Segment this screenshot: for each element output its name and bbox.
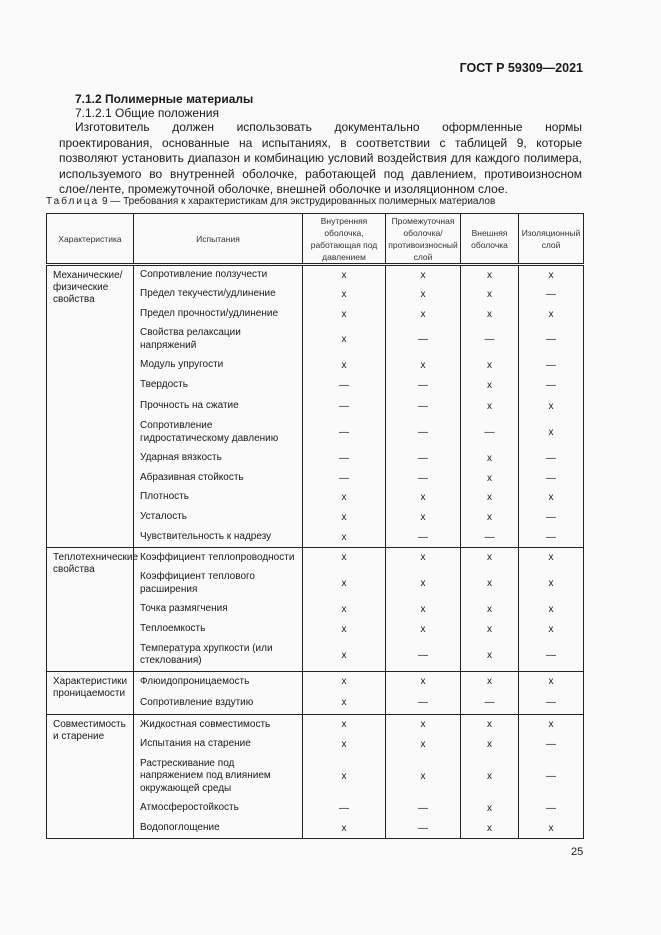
- table-caption-label: Таблица: [46, 196, 100, 207]
- requirement-mark: —: [386, 799, 461, 819]
- requirement-mark: x: [519, 619, 584, 640]
- requirement-mark: x: [303, 715, 386, 735]
- requirement-mark: x: [386, 508, 461, 528]
- requirement-mark: x: [386, 755, 461, 799]
- test-cell: Чувствительность к надрезу: [134, 528, 303, 548]
- requirement-mark: —: [386, 819, 461, 839]
- requirement-mark: x: [386, 548, 461, 568]
- table-row: [47, 672, 584, 692]
- requirement-mark: —: [386, 376, 461, 396]
- requirement-mark: —: [461, 417, 519, 449]
- column-header: Внутренняя оболочка, работающая под давлением: [303, 214, 386, 265]
- requirement-mark: —: [386, 469, 461, 488]
- test-cell: Прочность на сжатие: [134, 396, 303, 417]
- test-cell: Точка размягчения: [134, 600, 303, 619]
- category-cell: Совместимость и старение: [47, 715, 134, 839]
- requirement-mark: x: [461, 715, 519, 735]
- requirement-mark: —: [519, 508, 584, 528]
- requirement-mark: x: [461, 376, 519, 396]
- requirement-mark: x: [519, 417, 584, 449]
- requirement-mark: x: [461, 396, 519, 417]
- requirement-mark: x: [303, 305, 386, 324]
- table-row: [47, 548, 584, 568]
- requirement-mark: x: [461, 548, 519, 568]
- requirement-mark: x: [519, 600, 584, 619]
- requirement-mark: —: [519, 469, 584, 488]
- requirement-mark: —: [519, 799, 584, 819]
- requirement-mark: —: [303, 799, 386, 819]
- requirement-mark: x: [386, 265, 461, 285]
- requirement-mark: —: [386, 528, 461, 548]
- requirement-mark: x: [461, 356, 519, 376]
- test-cell: Водопоглощение: [134, 819, 303, 839]
- requirement-mark: —: [519, 735, 584, 755]
- requirement-mark: x: [461, 755, 519, 799]
- requirement-mark: —: [519, 640, 584, 672]
- requirement-mark: x: [386, 285, 461, 305]
- table-caption-text: 9 — Требования к характеристикам для экструдированных полимерных материалов: [102, 196, 496, 207]
- requirement-mark: —: [461, 528, 519, 548]
- requirement-mark: —: [303, 417, 386, 449]
- requirement-mark: x: [303, 548, 386, 568]
- requirement-mark: x: [461, 508, 519, 528]
- test-cell: Плотность: [134, 488, 303, 508]
- test-cell: Температура хрупкости (или стеклования): [134, 640, 303, 672]
- test-cell: Коэффициент теплового расширения: [134, 568, 303, 600]
- requirement-mark: x: [461, 819, 519, 839]
- requirement-mark: x: [303, 488, 386, 508]
- requirement-mark: x: [519, 305, 584, 324]
- test-cell: Модуль упругости: [134, 356, 303, 376]
- test-cell: Коэффициент теплопроводности: [134, 548, 303, 568]
- test-cell: Свойства релаксации напряжений: [134, 324, 303, 356]
- test-cell: Предел текучести/удлинение: [134, 285, 303, 305]
- page-number: 25: [571, 846, 584, 858]
- body-paragraph: Изготовитель должен использовать документально оформленные нормы проектирования, основанные на испытаниях, в соответствии с таблицей 9, которые позволяют установить диапазон и комбинацию условий воздействия для каждого полимера, используемого во внутренней оболочке, работающей под давлением, противоизносном слое/ленте, промежуточной оболочке, внешней оболочке и изоляционном слое.: [59, 120, 582, 196]
- requirement-mark: —: [386, 396, 461, 417]
- test-cell: Ударная вязкость: [134, 449, 303, 469]
- requirement-mark: —: [303, 469, 386, 488]
- test-cell: Сопротивление вздутию: [134, 692, 303, 715]
- test-cell: Жидкостная совместимость: [134, 715, 303, 735]
- test-cell: Растрескивание под напряжением под влиянием окружающей среды: [134, 755, 303, 799]
- requirement-mark: —: [386, 324, 461, 356]
- requirement-mark: x: [303, 528, 386, 548]
- requirement-mark: x: [303, 619, 386, 640]
- table-header-row: [47, 214, 584, 265]
- test-cell: Атмосферостойкость: [134, 799, 303, 819]
- requirement-mark: x: [386, 672, 461, 692]
- requirement-mark: x: [386, 735, 461, 755]
- requirement-mark: x: [461, 285, 519, 305]
- requirement-mark: —: [386, 640, 461, 672]
- requirement-mark: —: [519, 285, 584, 305]
- requirement-mark: x: [386, 305, 461, 324]
- requirement-mark: x: [461, 735, 519, 755]
- requirement-mark: —: [519, 755, 584, 799]
- column-header: Внешняя оболочка: [461, 214, 519, 265]
- subsection-heading: 7.1.2.1 Общие положения: [75, 106, 219, 120]
- category-cell: Характеристики проницаемости: [47, 672, 134, 715]
- test-cell: Сопротивление ползучести: [134, 265, 303, 285]
- requirement-mark: x: [303, 692, 386, 715]
- requirement-mark: x: [519, 672, 584, 692]
- requirement-mark: x: [519, 715, 584, 735]
- column-header: Промежуточная оболочка/ противоизносный слой: [386, 214, 461, 265]
- requirement-mark: x: [386, 356, 461, 376]
- test-cell: Теплоемкость: [134, 619, 303, 640]
- requirement-mark: x: [303, 672, 386, 692]
- requirement-mark: —: [303, 376, 386, 396]
- requirement-mark: —: [519, 449, 584, 469]
- requirement-mark: x: [303, 285, 386, 305]
- requirement-mark: x: [461, 305, 519, 324]
- requirement-mark: x: [386, 715, 461, 735]
- requirement-mark: x: [461, 449, 519, 469]
- table-row: [47, 265, 584, 285]
- document-id: ГОСТ Р 59309—2021: [459, 61, 583, 75]
- requirement-mark: —: [461, 692, 519, 715]
- requirement-mark: —: [386, 449, 461, 469]
- test-cell: Усталость: [134, 508, 303, 528]
- column-header: Испытания: [134, 214, 303, 265]
- requirement-mark: —: [519, 528, 584, 548]
- requirement-mark: x: [519, 488, 584, 508]
- requirement-mark: x: [461, 265, 519, 285]
- requirement-mark: x: [303, 568, 386, 600]
- requirement-mark: x: [303, 324, 386, 356]
- requirement-mark: —: [519, 356, 584, 376]
- requirement-mark: x: [386, 600, 461, 619]
- requirement-mark: x: [461, 799, 519, 819]
- requirement-mark: x: [386, 568, 461, 600]
- requirement-mark: x: [519, 548, 584, 568]
- requirement-mark: x: [461, 640, 519, 672]
- category-cell: Механические/ физические свойства: [47, 265, 134, 548]
- requirement-mark: x: [303, 600, 386, 619]
- requirement-mark: —: [303, 396, 386, 417]
- requirement-mark: x: [303, 265, 386, 285]
- requirement-mark: x: [461, 619, 519, 640]
- requirement-mark: —: [461, 324, 519, 356]
- requirement-mark: x: [461, 600, 519, 619]
- category-cell: Теплотехнические свойства: [47, 548, 134, 672]
- test-cell: Испытания на старение: [134, 735, 303, 755]
- requirement-mark: x: [461, 568, 519, 600]
- requirement-mark: x: [461, 469, 519, 488]
- column-header: Изоляционный слой: [519, 214, 584, 265]
- requirement-mark: x: [519, 819, 584, 839]
- requirements-table: [46, 213, 584, 839]
- requirement-mark: x: [303, 819, 386, 839]
- test-cell: Твердость: [134, 376, 303, 396]
- requirement-mark: —: [386, 692, 461, 715]
- table-caption: [46, 196, 495, 207]
- requirement-mark: x: [303, 356, 386, 376]
- requirement-mark: x: [386, 488, 461, 508]
- table-row: [47, 715, 584, 735]
- requirement-mark: x: [461, 672, 519, 692]
- requirement-mark: —: [519, 324, 584, 356]
- test-cell: Абразивная стойкость: [134, 469, 303, 488]
- requirement-mark: —: [519, 692, 584, 715]
- requirement-mark: x: [461, 488, 519, 508]
- requirement-mark: x: [303, 755, 386, 799]
- requirement-mark: x: [519, 265, 584, 285]
- test-cell: Предел прочности/удлинение: [134, 305, 303, 324]
- test-cell: Сопротивление гидростатическому давлению: [134, 417, 303, 449]
- requirement-mark: —: [386, 417, 461, 449]
- requirement-mark: x: [303, 640, 386, 672]
- requirement-mark: x: [519, 568, 584, 600]
- section-heading: 7.1.2 Полимерные материалы: [75, 92, 254, 106]
- requirement-mark: x: [519, 396, 584, 417]
- column-header: Характеристика: [47, 214, 134, 265]
- requirement-mark: x: [303, 735, 386, 755]
- requirement-mark: x: [303, 508, 386, 528]
- test-cell: Флюидопроницаемость: [134, 672, 303, 692]
- requirement-mark: —: [303, 449, 386, 469]
- requirement-mark: x: [386, 619, 461, 640]
- requirement-mark: —: [519, 376, 584, 396]
